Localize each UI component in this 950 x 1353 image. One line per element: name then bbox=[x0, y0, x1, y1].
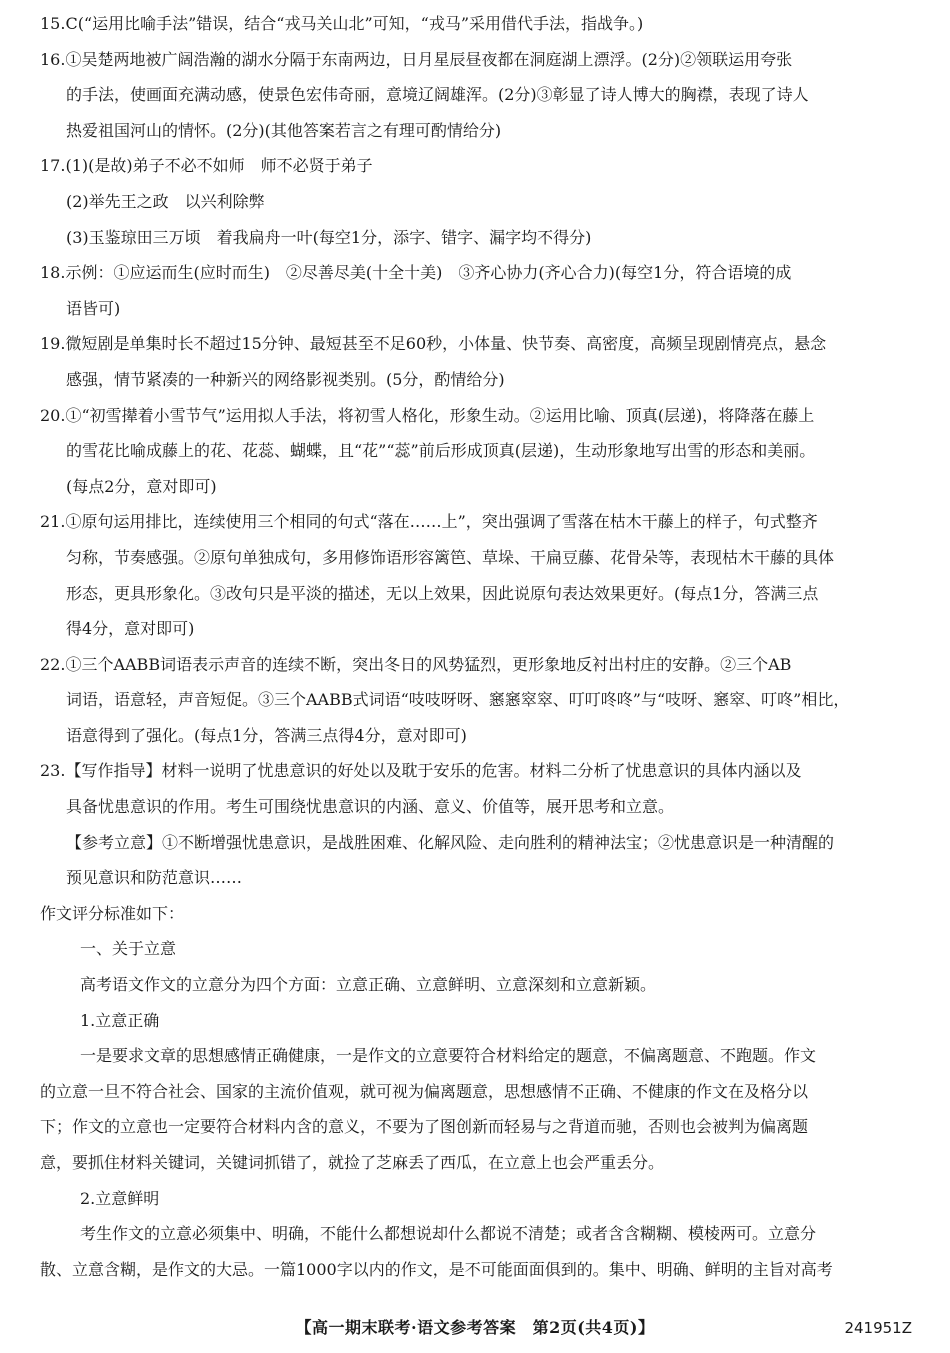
text-line: 23.【写作指导】材料一说明了忧患意识的好处以及耽于安乐的危害。材料二分析了忧患意识的具体内涵以及 bbox=[40, 761, 802, 781]
text-line: 语意得到了强化。(每点1分，答满三点得4分，意对即可) bbox=[66, 725, 467, 745]
footer-title: 【高一期末联考·语文参考答案 第2页(共4页)】 bbox=[295, 1318, 655, 1337]
text-line: 意，要抓住材料关键词，关键词抓错了，就捡了芝麻丢了西瓜，在立意上也会严重丢分。 bbox=[40, 1153, 665, 1172]
text-line: 的雪花比喻成藤上的花、花蕊、蝴蝶，且“花”“蕊”前后形成顶真(层递)，生动形象地写出雪的形态和美丽。 bbox=[66, 441, 816, 461]
text-line: 语皆可) bbox=[66, 298, 121, 318]
section-heading: 作文评分标准如下： bbox=[40, 903, 185, 923]
text-line: 形态，更具形象化。③改句只是平淡的描述，无以上效果，因此说原句表达效果更好。(每点1分，答满三点 bbox=[66, 583, 819, 603]
text-line: 15.C(“运用比喻手法”错误，结合“戎马关山北”可知，“戎马”采用借代手法，指战争。) bbox=[40, 14, 644, 33]
text-line: (2)举先王之政 以兴利除弊 bbox=[66, 191, 265, 211]
subsection-heading: 一、关于立意 bbox=[80, 939, 177, 959]
answer-17 bbox=[40, 148, 912, 255]
text-line: 22.①三个AABB词语表示声音的连续不断，突出冬日的风势猛烈，更形象地反衬出村庄的安静。②三个AB bbox=[40, 654, 792, 674]
text-line: 感强，情节紧凑的一种新兴的网络影视类别。(5分，酌情给分) bbox=[66, 369, 505, 389]
answer-19 bbox=[40, 326, 912, 397]
text-line: 下；作文的立意也一定要符合材料内含的意义，不要为了图创新而轻易与之背道而驰，否则也会被判为偏离题 bbox=[40, 1117, 809, 1137]
text-line: 【参考立意】①不断增强忧患意识，是战胜困难、化解风险、走向胜利的精神法宝；②忧患意识是一种清醒的 bbox=[66, 832, 835, 852]
answer-22 bbox=[40, 647, 912, 754]
answer-18 bbox=[40, 255, 912, 326]
text-line: 得4分，意对即可) bbox=[66, 619, 195, 639]
document-code: 241951Z bbox=[844, 1319, 912, 1337]
subsection-heading: 1.立意正确 bbox=[80, 1010, 160, 1030]
text-line: 的立意一旦不符合社会、国家的主流价值观，就可视为偏离题意，思想感情不正确、不健康的作文在及格分以 bbox=[40, 1081, 809, 1101]
text-line: (每点2分，意对即可) bbox=[66, 476, 217, 496]
subsection-heading: 2.立意鲜明 bbox=[80, 1188, 160, 1208]
answer-20 bbox=[40, 398, 912, 505]
text-line: 一是要求文章的思想感情正确健康，一是作文的立意要符合材料给定的题意，不偏离题意、不跑题。作文 bbox=[80, 1046, 817, 1066]
essay-scoring-standard bbox=[40, 896, 912, 1288]
page-footer bbox=[0, 1313, 950, 1343]
text-line: 考生作文的立意必须集中、明确，不能什么都想说却什么都说不清楚；或者含含糊糊、模棱两可。立意分 bbox=[80, 1224, 817, 1244]
text-line: 的手法，使画面充满动感，使景色宏伟奇丽，意境辽阔雄浑。(2分)③彰显了诗人博大的胸襟，表现了诗人 bbox=[66, 85, 809, 105]
answer-16 bbox=[40, 42, 912, 149]
answer-23 bbox=[40, 753, 912, 895]
answer-15 bbox=[40, 6, 912, 42]
text-line: 17.(1)(是故)弟子不必不如师 师不必贤于弟子 bbox=[40, 156, 373, 176]
text-line: 19.微短剧是单集时长不超过15分钟、最短甚至不足60秒，小体量、快节奏、高密度，高频呈现剧情亮点，悬念 bbox=[40, 334, 827, 354]
text-line: 具备忧患意识的作用。考生可围绕忧患意识的内涵、意义、价值等，展开思考和立意。 bbox=[66, 797, 675, 817]
text-line: (3)玉鉴琼田三万顷 着我扁舟一叶(每空1分，添字、错字、漏字均不得分) bbox=[66, 227, 592, 247]
text-line: 20.①“初雪撵着小雪节气”运用拟人手法，将初雪人格化，形象生动。②运用比喻、顶真(层递)，将降落在藤上 bbox=[40, 405, 815, 425]
text-line: 16.①吴楚两地被广阔浩瀚的湖水分隔于东南两边，日月星辰昼夜都在洞庭湖上漂浮。(2分)②领联运用夸张 bbox=[40, 49, 793, 69]
answer-21 bbox=[40, 504, 912, 646]
text-line: 匀称，节奏感强。②原句单独成句，多用修饰语形容篱笆、草垛、干扁豆藤、花骨朵等，表现枯木干藤的具体 bbox=[66, 547, 835, 567]
text-line: 高考语文作文的立意分为四个方面：立意正确、立意鲜明、立意深刻和立意新颖。 bbox=[80, 975, 657, 995]
text-line: 21.①原句运用排比，连续使用三个相同的句式“落在……上”，突出强调了雪落在枯木干藤上的样子，句式整齐 bbox=[40, 512, 818, 532]
text-line: 词语，语意轻，声音短促。③三个AABB式词语“吱吱呀呀、窸窸窣窣、叮叮咚咚”与“吱呀、窸窣、叮咚”相比， bbox=[66, 690, 850, 710]
text-line: 18.示例：①应运而生(应时而生) ②尽善尽美(十全十美) ③齐心协力(齐心合力)(每空1分，符合语境的成 bbox=[40, 263, 792, 283]
text-line: 散、立意含糊，是作文的大忌。一篇1000字以内的作文，是不可能面面俱到的。集中、明确、鲜明的主旨对高考 bbox=[40, 1259, 833, 1279]
text-line: 热爱祖国河山的情怀。(2分)(其他答案若言之有理可酌情给分) bbox=[66, 120, 502, 140]
text-line: 预见意识和防范意识…… bbox=[66, 868, 243, 888]
